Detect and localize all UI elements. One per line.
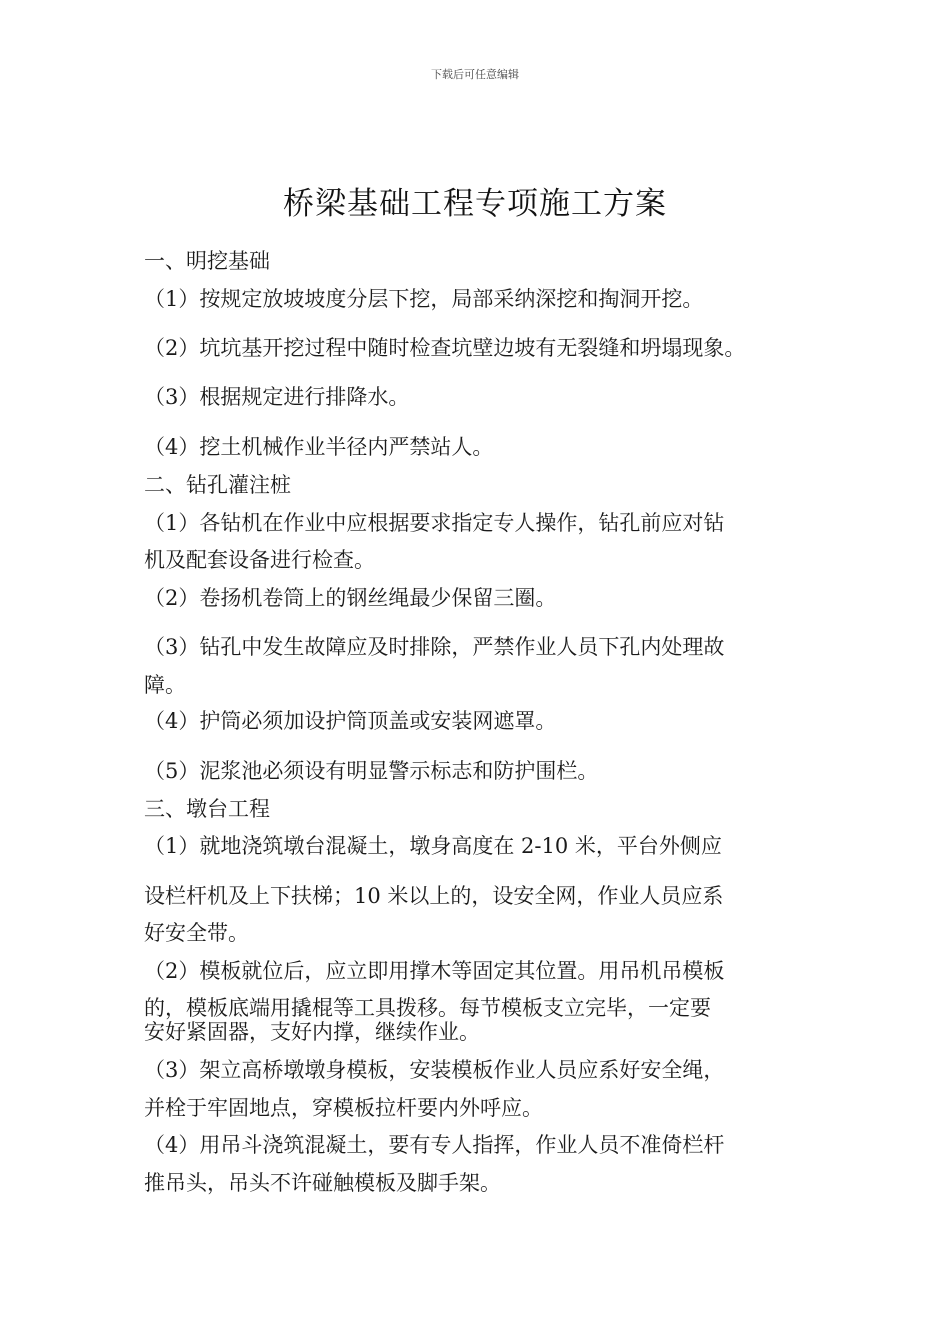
paragraph-line: 并栓于牢固地点，穿模板拉杆要内外呼应。 bbox=[144, 1096, 543, 1120]
paragraph-line: （3）钻孔中发生故障应及时排除，严禁作业人员下孔内处理故 bbox=[144, 635, 725, 659]
paragraph-line: （4）挖土机械作业半径内严禁站人。 bbox=[144, 435, 494, 459]
paragraph-line: （3）根据规定进行排降水。 bbox=[144, 385, 410, 409]
paragraph-line: 好安全带。 bbox=[144, 921, 249, 945]
paragraph-line: 推吊头，吊头不许碰触模板及脚手架。 bbox=[144, 1171, 501, 1195]
paragraph-line: （4）用吊斗浇筑混凝土，要有专人指挥，作业人员不准倚栏杆 bbox=[144, 1133, 725, 1157]
document-title: 桥梁基础工程专项施工方案 bbox=[283, 186, 667, 222]
paragraph-line: （2）坑坑基开挖过程中随时检查坑壁边坡有无裂缝和坍塌现象。 bbox=[144, 336, 746, 360]
paragraph-line: 机及配套设备进行检查。 bbox=[144, 548, 375, 572]
section-heading-2: 二、钻孔灌注桩 bbox=[144, 473, 291, 497]
paragraph-line: （1）就地浇筑墩台混凝土，墩身高度在 2-10 米，平台外侧应 bbox=[144, 834, 722, 858]
paragraph-line: （1）各钻机在作业中应根据要求指定专人操作，钻孔前应对钻 bbox=[144, 511, 725, 535]
paragraph-line: （3）架立高桥墩墩身模板，安装模板作业人员应系好安全绳， bbox=[144, 1058, 725, 1082]
paragraph-line: 安好紧固器，支好内撑，继续作业。 bbox=[144, 1020, 480, 1044]
paragraph-line: （4）护筒必须加设护筒顶盖或安装网遮罩。 bbox=[144, 709, 557, 733]
header-note: 下载后可任意编辑 bbox=[431, 68, 519, 81]
paragraph-line: （5）泥浆池必须设有明显警示标志和防护围栏。 bbox=[144, 759, 599, 783]
paragraph-line: （1）按规定放坡坡度分层下挖，局部采纳深挖和掏洞开挖。 bbox=[144, 287, 704, 311]
section-heading-1: 一、明挖基础 bbox=[144, 249, 270, 273]
paragraph-line: （2）模板就位后，应立即用撑木等固定其位置。用吊机吊模板 bbox=[144, 959, 725, 983]
paragraph-line: 障。 bbox=[144, 673, 186, 697]
paragraph-line: 的，模板底端用撬棍等工具拨移。每节模板支立完毕，一定要 bbox=[144, 996, 711, 1020]
paragraph-line: 设栏杆机及上下扶梯；10 米以上的，设安全网，作业人员应系 bbox=[144, 884, 724, 908]
paragraph-line: （2）卷扬机卷筒上的钢丝绳最少保留三圈。 bbox=[144, 586, 557, 610]
section-heading-3: 三、墩台工程 bbox=[144, 797, 270, 821]
